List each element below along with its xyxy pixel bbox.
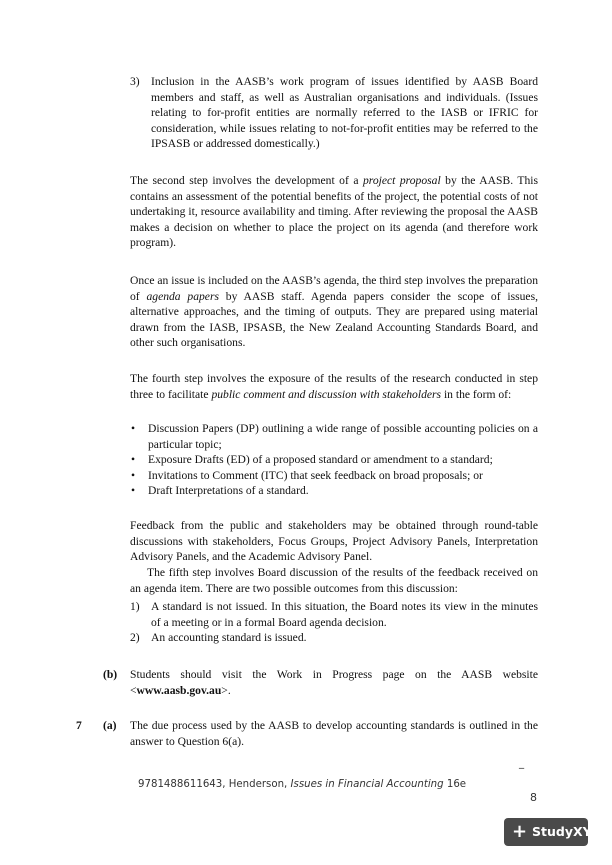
numbered-list-top	[130, 74, 538, 152]
question-number: 7	[76, 719, 82, 732]
bullet-icon: •	[131, 422, 136, 435]
plus-icon: +	[512, 821, 528, 842]
footer-citation	[138, 779, 466, 790]
bullet-icon: •	[131, 468, 136, 482]
paragraph-fourth-step	[130, 371, 538, 402]
footer-text: 9781488611643, Henderson,	[138, 779, 291, 790]
list-text: Discussion Papers (DP) outlining a wide range of possible accounting policies on a particular topic;	[148, 422, 538, 451]
question-7-part-a-label: (a)	[103, 719, 117, 732]
list-item	[130, 630, 538, 646]
text-run: in the form of:	[441, 387, 512, 401]
list-item	[130, 421, 538, 452]
list-text: A standard is not issued. In this situation, the Board notes its view in the minutes of a meeting or in a formal Board agenda decision.	[151, 600, 538, 629]
list-text: Exposure Drafts (ED) of a proposed standard or amendment to a standard;	[148, 453, 493, 467]
studyxy-logo-text: StudyXY	[532, 824, 592, 839]
text-run: by the AASB. This contains an assessment of the potential benefits of the project, the potential costs of not undertaking it, resource availability and timing. After reviewing the proposal the AASB makes a decision on whether to place the project on its agenda (and therefore work program).	[130, 174, 538, 250]
list-text: Invitations to Comment (ITC) that seek feedback on broad proposals; or	[148, 468, 483, 482]
text-run: The fourth step involves the exposure of the results of the research conducted in step three to facilitate	[130, 372, 538, 401]
list-item	[130, 599, 538, 630]
list-number: 1)	[130, 600, 140, 613]
paragraph-third-step	[130, 273, 538, 351]
link-bracket: <	[130, 683, 137, 697]
text-run: by AASB staff. Agenda papers consider the scope of issues, alternative approaches, and the timing of outputs. They are prepared using material drawn from the IASB, IPSASB, the New Zealand Accounting Standards Board, and other such organisations.	[130, 289, 538, 350]
list-item	[130, 452, 538, 468]
bullet-icon: •	[131, 484, 136, 498]
list-text: Inclusion in the AASB’s work program of issues identified by AASB Board members and staff, as well as Australian organisations and individuals. (Issues relating to for-profit entities are normally referred to the IASB or IFRIC for consideration, while issues relating to not-for-profit entities may be referred to the IPSASB or addressed domestically.)	[151, 75, 538, 151]
part-b-text	[130, 667, 538, 698]
outcomes-list	[130, 599, 538, 646]
list-number: 2)	[130, 631, 140, 645]
studyxy-badge[interactable]	[504, 818, 592, 846]
list-number: 3)	[130, 75, 140, 88]
list-item	[130, 483, 538, 499]
part-b-label: (b)	[103, 668, 118, 681]
list-text: An accounting standard is issued.	[151, 631, 307, 645]
emphasis-text: public comment and discussion with stakeholders	[211, 387, 442, 401]
text-run: Once an issue is included on the AASB’s agenda, the third step involves the preparation of	[130, 274, 538, 303]
paragraph-feedback: Feedback from the public and stakeholders may be obtained through round-table discussions with stakeholders, Focus Groups, Project Advisory Panels, Interpretation Advisory Panels, and the Academic Advisory Panel.	[130, 519, 538, 564]
text-run: The second step involves the development of a	[130, 174, 363, 187]
question-7-text: The due process used by the AASB to develop accounting standards is outlined in the answer to Question 6(a).	[130, 719, 538, 748]
list-item	[130, 468, 538, 484]
bullet-list	[130, 421, 538, 499]
page-number: 8	[530, 791, 537, 804]
footer-text: 16e	[443, 779, 467, 790]
paragraph-second-step	[130, 173, 538, 251]
text-run: Students should visit the Work in Progress page on the AASB website	[130, 668, 538, 681]
aasb-website-link[interactable]: www.aasb.gov.au	[136, 683, 222, 697]
link-bracket: >.	[221, 683, 231, 697]
list-item	[130, 74, 538, 152]
emphasis-text: agenda papers	[146, 289, 219, 303]
list-text: Draft Interpretations of a standard.	[148, 484, 309, 498]
emphasis-text: project proposal	[362, 174, 441, 187]
footer-dash: _	[519, 758, 525, 769]
book-title: Issues in Financial Accounting	[290, 779, 444, 790]
bullet-icon: •	[131, 453, 136, 467]
paragraph-fifth-step: The fifth step involves Board discussion of the results of the feedback received on an agenda item. There are two possible outcomes from this discussion:	[130, 566, 538, 595]
